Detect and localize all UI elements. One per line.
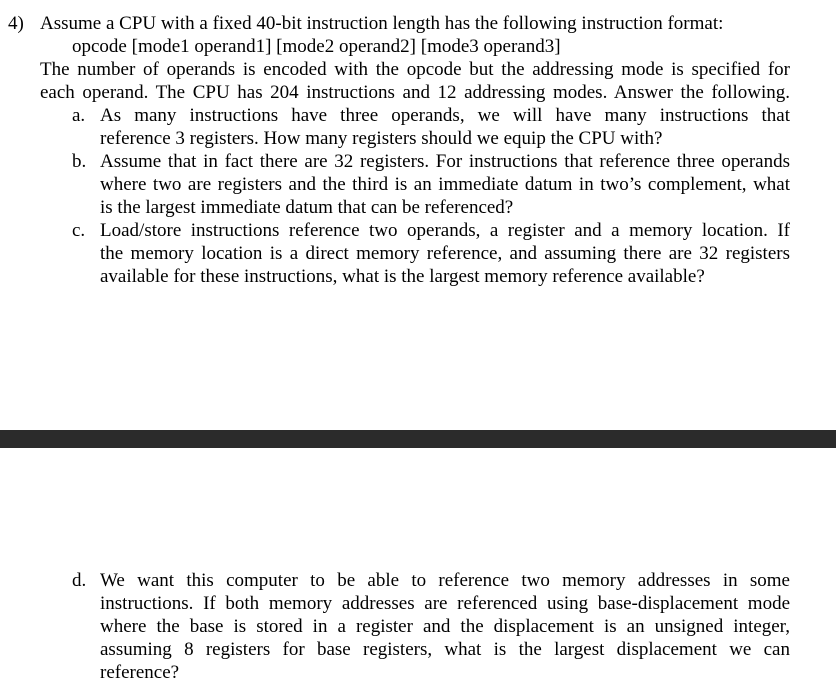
part-d-label: d. [72, 570, 87, 591]
part-d-line-5: reference? [100, 662, 180, 683]
question-number: 4) [8, 13, 24, 34]
intro-line-2: The number of operands is encoded with the opcode but the addressing mode is specified for [40, 59, 790, 80]
part-b-line-2: where two are registers and the third is an immediate datum in two’s complement, what [100, 174, 790, 195]
part-b-line-1: Assume that in fact there are 32 registers. For instructions that reference three operands [100, 151, 790, 172]
part-d-line-2: instructions. If both memory addresses are referenced using base-displacement mode [100, 593, 790, 614]
part-d-line-4: assuming 8 registers for base registers, what is the largest displacement we can [100, 639, 790, 660]
instruction-format-line: opcode [mode1 operand1] [mode2 operand2] [mode3 operand3] [72, 36, 561, 57]
part-c-line-1: Load/store instructions reference two operands, a register and a memory location. If [100, 220, 790, 241]
part-b-label: b. [72, 151, 87, 172]
intro-line-1: Assume a CPU with a fixed 40-bit instruction length has the following instruction format: [40, 13, 724, 34]
part-c-line-2: the memory location is a direct memory reference, and assuming there are 32 registers [100, 243, 790, 264]
part-d-line-3: where the base is stored in a register and the displacement is an unsigned integer, [100, 616, 790, 637]
part-c-label: c. [72, 220, 86, 241]
part-a-label: a. [72, 105, 86, 126]
part-a-line-1: As many instructions have three operands, we will have many instructions that [100, 105, 790, 126]
part-c-line-3: available for these instructions, what is the largest memory reference available? [100, 266, 705, 287]
part-a-line-2: reference 3 registers. How many registers should we equip the CPU with? [100, 128, 663, 149]
page-divider [0, 430, 836, 448]
intro-line-3: each operand. The CPU has 204 instructions and 12 addressing modes. Answer the following. [40, 82, 790, 103]
part-d-line-1: We want this computer to be able to reference two memory addresses in some [100, 570, 790, 591]
part-b-line-3: is the largest immediate datum that can be referenced? [100, 197, 514, 218]
